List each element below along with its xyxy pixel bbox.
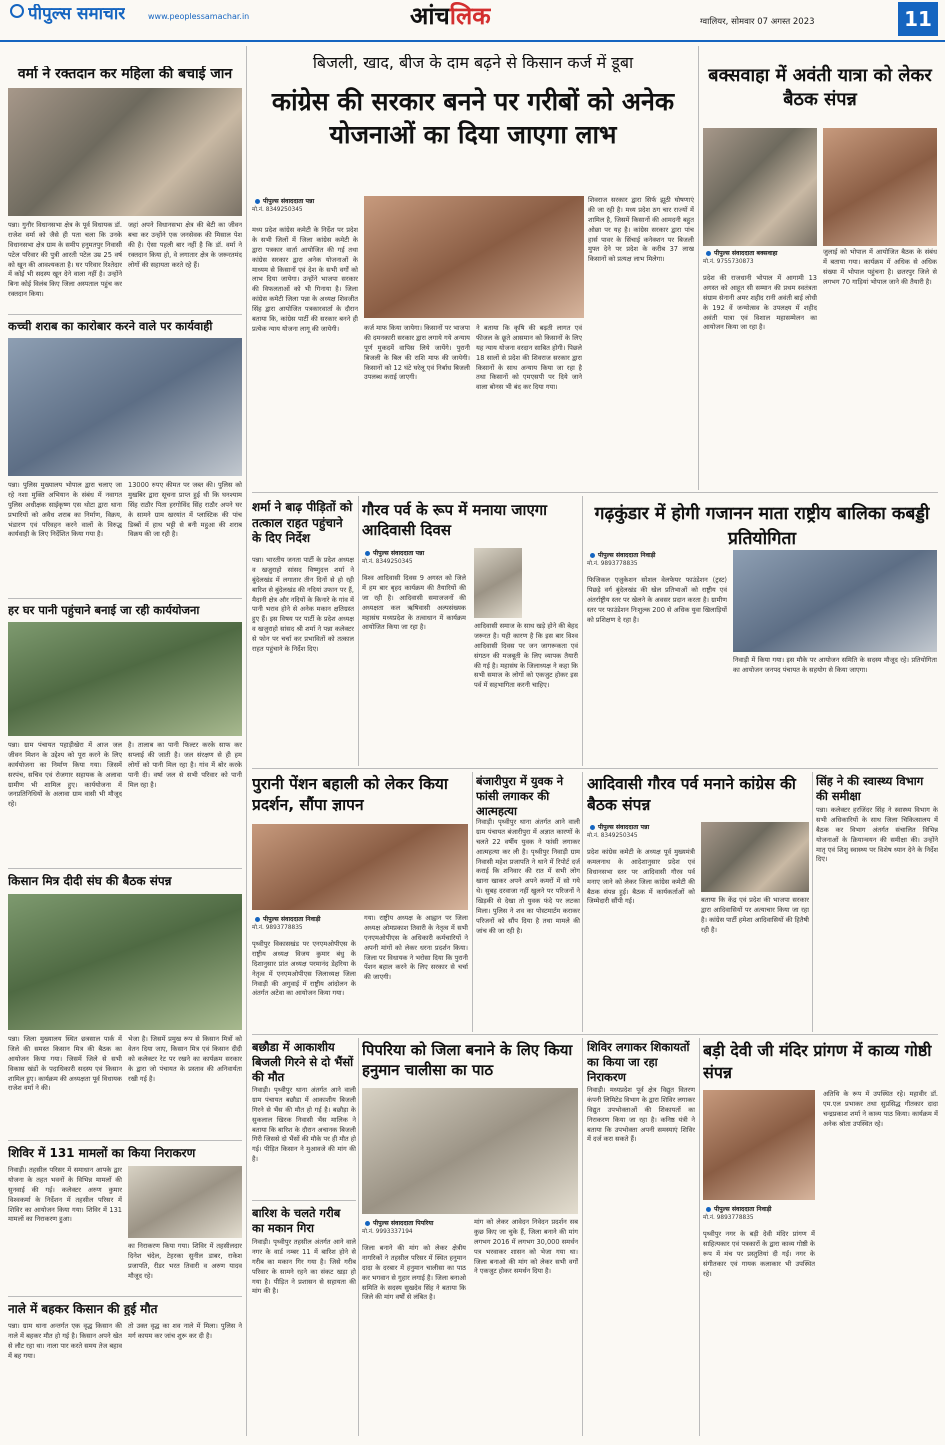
pension-byline-block	[252, 914, 358, 931]
adivasi-body-2: बताया कि केंद्र एवं प्रदेश की भाजपा सरकार द्वारा आदिवासियों पर अत्याचार किया जा रहा है। कांग्रेस पार्टी हमेशा आदिवासियों की हितैषी रही है।	[701, 896, 809, 934]
flood-headline: शर्मा ने बाढ़ पीड़ितों को तत्काल राहत पहुंचाने के दिए निर्देश	[252, 500, 353, 546]
baxwaha-headline: बक्सवाहा में अवंती यात्रा को लेकर बैठक संपन्न	[708, 65, 932, 111]
complaint-camp-body: निवाड़ी। मध्यप्रदेश पूर्व क्षेत्र विद्युत वितरण कंपनी लिमिटेड विभाग के द्वारा शिविर लगाकर विद्युत उपभोक्ताओं की शिकायतों का निराकरण किया जा रहा है। कनिष्ठ यंत्री ने बताया कि उपभोक्ता अपनी समस्याएं शिविर में दर्ज करा सकते हैं।	[587, 1086, 695, 1144]
dateline: ग्वालियर, सोमवार 07 अगस्त 2023	[700, 17, 815, 27]
pani-photo	[8, 622, 242, 736]
baxwaha-story	[703, 48, 937, 488]
piparia-mobile: मो.नं. 9993337194	[362, 1229, 413, 1235]
gaurav-byline-block	[362, 548, 466, 565]
pension-place: निवाड़ी	[305, 916, 321, 923]
kisan-headline: किसान मित्र दीदी संघ की बैठक संपन्न	[8, 874, 172, 888]
lead-byline: पीपुल्स संवाददाता	[263, 198, 304, 205]
piparia-col-1: जिला बनाने की मांग को लेकर क्षेत्रीय नागरिकों ने तहसील परिसर में स्थित हनुमान दादा के दरबार में हनुमान चालीसा का पाठ कर भगवान से गुहार लगाई है। जिला बनाओ समिति के सदस्य सुखदेव सिंह ने बताया कि जिले की मांग वर्षों से लंबित है।	[362, 1244, 466, 1302]
poetry-body: पृथ्वीपुर नगर के बड़ी देवी मंदिर प्रांगण में साहित्यकार एवं पत्रकारों के द्वारा काव्य गोष्ठी के रूप में मंच पर प्रस्तुतियां दी गईं। नगर के संगीतकार एवं गायक कलाकार भी उपस्थित रहे।	[703, 1230, 815, 1278]
gaurav-byline: पीपुल्स संवाददाता	[373, 550, 414, 557]
house-collapse-story	[252, 1204, 356, 1436]
lightning-body: निवाड़ी। पृथ्वीपुर थाना अंतर्गत आने वाली ग्राम पंचायत बछौडा में आकाशीय बिजली गिरने से भैंस की मौत हो गई है। बछौड़ा के सुकलाल खिरक निवासी भैंस मालिक ने बताया कि बारिश के दौरान अचानक बिजली गिरी जिससे दो भैंसों की मौके पर ही मौत हो गई। पीड़ित किसान ने मुआवजे की मांग की है।	[252, 1086, 356, 1164]
pani-body-2: है। तालाब का पानी फिल्टर करके साफ कर सप्लाई की जाती है। जल संरक्षण से ही हम लोगों को पानी मिल रहा है। गांव में बोर करके पानी दी। वर्षा जल से सभी परिवार को पानी मिल रहा है।	[128, 741, 242, 789]
adivasi-headline: आदिवासी गौरव पर्व मनाने कांग्रेस की बैठक संपन्न	[587, 775, 796, 814]
piparia-byline: पीपुल्स संवाददाता	[373, 1220, 414, 1227]
poetry-photo	[703, 1090, 815, 1200]
nala-headline: नाले में बहकर किसान की हुई मौत	[8, 1302, 158, 1316]
logo-icon	[10, 4, 24, 18]
baxwaha-body: प्रदेश की राजधानी भोपाल में आगामी 13 अगस्त को आहूत सी सम्मान की प्रथम स्वतंत्रता संग्राम सेनानी अमर शहीद रानी अवंती बाई लोधी के 192 वें जन्मोत्सव के उपलक्ष्य में शहीद अवंती यात्रा एवं विशाल महासम्मेलन का आयोजन किया जा रहा है।	[703, 274, 817, 332]
shivir-body-2: का निराकरण किया गया। शिविर में तहसीलदार दिनेश चंदेल, टेहरका सुनील डाबर, राकेश प्रजापति, रीडर भरत तिवारी व अरुण यादव मौजूद रहे।	[128, 1242, 242, 1280]
lead-story	[252, 46, 694, 490]
pension-byline: पीपुल्स संवाददाता	[263, 916, 304, 923]
kisan-photo	[8, 894, 242, 1030]
page-number: 11	[898, 2, 938, 36]
nala-body: पन्ना। ग्राम थाना अन्तर्गत एक वृद्ध किसान की नाले में बहकर मौत हो गई है। किसान अपने खेत से लौट रहा था। नाला पार करते समय तेज बहाव में बह गया।	[8, 1322, 122, 1360]
pension-col-2: गया। राष्ट्रीय अध्यक्ष के आह्वान पर जिला अध्यक्ष ओमप्रकाश तिवारी के नेतृत्व में सभी एनएमओपीएस के अधिकारी कर्मचारियों ने अपनी मांगों को लेकर धरना प्रदर्शन किया। जिला पर विधायक ने भरोसा दिया कि पुरानी पेंशन बहाल करने के लिए सरकार से चर्चा की जाएगी।	[364, 914, 468, 982]
lead-place: पन्ना	[305, 198, 315, 205]
lead-headline: कांग्रेस की सरकार बनने पर गरीबों को अनेक योजनाओं का दिया जाएगा लाभ	[271, 87, 675, 149]
lead-mobile: मो.नं. 8349250345	[252, 207, 303, 213]
adivasi-story	[587, 772, 809, 1032]
gaurav-story	[362, 496, 578, 766]
house-collapse-body: निवाड़ी। पृथ्वीपुर तहसील अंतर्गत आने वाले नगर के वार्ड नम्बर 11 में बारिश होने से गरीब का मकान गिर गया है। जिसे गरीब परिवार के सामने रहने का संकट खड़ा हो गया है। पीड़ित ने प्रशासन से सहायता की मांग की है।	[252, 1238, 356, 1296]
lead-col-4: शिवराज सरकार द्वारा सिर्फ झूठी घोषणाएं की जा रही है। मध्य प्रदेश ठग चार राज्यों में शामिल है, जिसमें किसानों की आमदनी बहुत ओछा पर यह है। कांग्रेस सरकार द्वारा पांच हार्स पावर के सिंचाई कनेक्शन पर बिजली मुफ्त देने पर प्रदेश के करीब 37 लाख किसानों को प्रत्यक्ष लाभ मिलेगा।	[588, 196, 694, 264]
blood-body: पन्ना। गुनौर विधानसभा क्षेत्र के पूर्व विधायक डॉ. राजेश वर्मा को जैसे ही पता चला कि उनके विधानसभा क्षेत्र ग्राम के समीप हनुमतपुर निवासी पटेल परिवार की पुत्री आरती पटेल उम्र 25 वर्ष को खून की आवश्यकता है। घर परिवार रिश्तेदार में कोई भी सदस्य खून देने वाला नहीं है। उन्होंने बिना कोई विलंब किए जिला अस्पताल पहुंच कर रक्तदान किया।	[8, 221, 122, 299]
shivir-photo	[128, 1166, 242, 1238]
poetry-body-2: अतिथि के रूप में उपस्थित रहे। महावीर डॉ. एम.एल प्रभाकर तथा सुप्रसिद्ध गीतकार दादा चन्द्रप्रकाश शर्मा ने काव्य पाठ किया। कार्यक्रम में अनेक श्रोता उपस्थित रहे।	[823, 1090, 938, 1128]
gaurav-portrait	[474, 548, 522, 618]
sharab-headline: कच्ची शराब का कारोबार करने वाले पर कार्यवाही	[8, 320, 213, 333]
bullet-icon	[706, 251, 711, 256]
sharab-photo	[8, 338, 242, 476]
baxwaha-byline: पीपुल्स संवाददाता	[714, 250, 755, 257]
website[interactable]: www.peoplessamachar.in	[148, 12, 250, 21]
lightning-headline: बछौडा में आकाशीय बिजली गिरने से दो भैंसों की मौत	[252, 1040, 354, 1084]
sharab-body: पन्ना। पुलिस मुख्यालय भोपाल द्वारा चलाए जा रहे नशा मुक्ति अभियान के संबंध में नवागत पुलिस अधीक्षक साईकृष्ण एस थोटा द्वारा थाना प्रभारियों को अवैध शराब का निर्माण, विक्रय, भंडारण एवं परिवहन करने वालों के विरुद्ध कार्यवाही के लिए निर्देशित किया गया है।	[8, 481, 122, 539]
blood-headline: वर्मा ने रक्तदान कर महिला की बचाई जान	[17, 66, 233, 82]
complaint-camp-headline: शिविर लगाकर शिकायतों का किया जा रहा निराकरण	[587, 1040, 690, 1084]
pension-headline: पुरानी पेंशन बहाली को लेकर किया प्रदर्शन, सौंपा ज्ञापन	[252, 775, 448, 814]
poetry-place: निवाड़ी	[756, 1206, 772, 1213]
kabaddi-byline-block	[587, 550, 727, 567]
shivir-body: निवाड़ी। तहसील परिसर में समाधान आपके द्वार योजना के तहत भवनों के विभिन्न मामलों की सुनवाई की गई। कलेक्टर अरुण कुमार विश्वकर्मा के निर्देशन में तहसील परिसर में शिविर का आयोजन किया गया। शिविर में 131 मामलों का निराकरण हुआ।	[8, 1166, 122, 1224]
health-story	[816, 772, 938, 1032]
nala-body-2: तो उक्त वृद्ध का शव नाले में मिला। पुलिस ने मर्ग कायम कर जांच शुरू कर दी है।	[128, 1322, 242, 1340]
lead-col-3: ने बताया कि कृषि की बढ़ती लागत एवं फीजल के छूते आसमान को किसानों के लिए यह न्याय योजना वरदान साबित होगी। पिछले 18 सालों से प्रदेश की शिवराज सरकार द्वारा किसानों के साथ अन्याय किया जा रहा है तथा किसानों को एमएसपी पर दिये जाने वाला बोनस भी बंद कर दिया गया।	[476, 324, 582, 392]
piparia-photo	[362, 1088, 578, 1214]
sharab-body-2: 13000 रुपए कीमत पर जब्त की। पुलिस को मुखबिर द्वारा सूचना प्राप्त हुई थी कि घनश्याम सिंह राठौर पिता हरगोविंद सिंह राठौर अपने घर के सामने ग्राम खरयांत में प्लास्टिक की पांच डिब्बों में हाथ भट्टी से बनी महुआ की शराब विक्रय की जा रही है।	[128, 481, 242, 539]
pension-story	[252, 772, 468, 1032]
pani-body: पन्ना। ग्राम पंचायत पहाड़ीखेरा में आज जल जीवन मिशन के उद्देश्य को पूरा करने के लिए कार्ययोजना का निर्माण किया गया। जिसमें सरपंच, सचिव एवं रोजगार सहायक के अलावा ग्रामीण भी शामिल हुए। कार्ययोजना में जनप्रतिनिधियों के अलावा ग्राम वासी भी मौजूद रहे।	[8, 741, 122, 809]
section-title	[410, 2, 491, 30]
left-column	[8, 44, 242, 1439]
poetry-byline-block	[703, 1204, 815, 1221]
bullet-icon	[255, 917, 260, 922]
adivasi-byline: पीपुल्स संवाददाता	[598, 824, 639, 831]
gaurav-headline: गौरव पर्व के रूप में मनाया जाएगा आदिवासी दिवस	[362, 501, 548, 540]
blood-body-2: जहां अपने विधानसभा क्षेत्र की बेटी का जीवन बचा कर उन्होंने एक जनसेवक की मिसाल पेश की है। ऐसा पहली बार नहीं है कि डॉ. वर्मा ने रक्तदान किया हो, वे लगातार क्षेत्र के जरूरतमंद लोगों की सहायता करते रहे हैं।	[128, 221, 242, 269]
pension-col-1: पृथ्वीपुर विकासखंड पर एनएमओपीएस के राष्ट्रीय अध्यक्ष विजय कुमार बंधु के दिशानुसार प्रांत अध्यक्ष परमानंद डेहरिया के नेतृत्व में एनएमओपीएस जिलाध्यक्ष जिला निवाड़ी की अगुवाई में राष्ट्रीय आंदोलन के अंतर्गत अटेवा का आयोजन किया गया।	[252, 940, 356, 998]
lead-col-2: कर्ज माफ किया जायेगा। किसानों पर भाजपा की दमनकारी सरकार द्वारा लगाये गये अन्याय पूर्ण मुकदमें वापिस लिये जायेंगे। पुरानी बिजली के बिल की राशि माफ की जायेगी। किसानों को 12 घंटे घरेलू एवं निर्बाध बिजली उपलब्ध कराई जाएगी।	[364, 324, 470, 382]
section-title-part-b: लिक	[449, 2, 491, 30]
bullet-icon	[706, 1207, 711, 1212]
banjari-story	[476, 772, 580, 1032]
complaint-camp-story	[587, 1038, 695, 1436]
health-body: पन्ना। कलेक्टर हरजिंदर सिंह ने स्वास्थ्य विभाग के सभी अधिकारियों के साथ जिला चिकित्सालय में बैठक कर विभाग अंतर्गत संचालित विभिन्न योजनाओं के क्रियान्वयन की समीक्षा की। उन्होंने मातृ एवं शिशु स्वास्थ्य पर विशेष ध्यान देने के निर्देश दिए।	[816, 806, 938, 864]
kabaddi-body: फिजिकल एजुकेशन सोशल वेलफेयर फाउंडेशन (ट्रस्ट) पिछड़े वर्ग बुंदेलखंड की खेल प्रतिभाओं को राष्ट्रीय एवं अंतर्राष्ट्रीय स्तर पर खेलने के अवसर प्रदान करता है। ग्रामीण स्तर पर फाउंडेशन निःशुल्क 200 से अधिक युवा खिलाड़ियों को प्रशिक्षण दे रहा है।	[587, 576, 727, 624]
shivir-headline: शिविर में 131 मामलों का किया निराकरण	[8, 1146, 196, 1160]
piparia-col-2: मांग को लेकर आवेदन निवेदन प्रदर्शन सब कुछ किए जा चुके हैं, जिला बनाने की मांग लगभग 2016 में लगभग 30,000 समर्थन पत्र भरवाकर शासन को भेजा गया था। जिला बनाओ की मांग को लेकर सभी वर्गों ने एकजुट होकर समर्थन दिया है।	[474, 1218, 578, 1276]
baxwaha-byline-block	[703, 248, 817, 265]
masthead	[0, 0, 945, 42]
adivasi-place: पन्ना	[640, 824, 650, 831]
kabaddi-place: निवाड़ी	[640, 552, 656, 559]
adivasi-photo	[701, 822, 809, 892]
poetry-story	[703, 1038, 938, 1436]
piparia-headline: पिपरिया को जिला बनाने के लिए किया हनुमान चालीसा का पाठ	[362, 1041, 573, 1080]
kabaddi-headline: गढ़कुंडार में होगी गजानन माता राष्ट्रीय बालिका कबड्डी प्रतियोगिता	[594, 504, 930, 549]
gaurav-col-2: आदिवासी समाज के साथ खड़े होने की बेहद जरूरत है। यही कारण है कि इस बार विश्व आदिवासी दिवस पर जन जागरूकता एवं संगठन की मजबूती के लिए व्यापक तैयारी की गई है। महासंघ के जिलाध्यक्ष ने कहा कि सभी समाज के लोगों को एकजुट होकर इस पर्व में सहभागिता करनी चाहिए।	[474, 622, 578, 690]
gaurav-col-1: विश्व आदिवासी दिवस 9 अगस्त को जिले में हम बार बृहद कार्यक्रम की तैयारियों की जा रही है। आदिवासी समाजजनों की अध्यक्षता कल ऋषिवासी अल्पसंख्यक महासंघ मध्यप्रदेश के तत्वाधान में कार्यक्रम आयोजित किया जा रहा है।	[362, 574, 466, 632]
health-headline: सिंह ने की स्वास्थ्य विभाग की समीक्षा	[816, 774, 924, 803]
adivasi-mobile: मो.नं. 8349250345	[587, 833, 638, 839]
kisan-body-2: भेजा है। जिसमें प्रमुख रूप से किसान मित्रों को वेतन दिया जाए, किसान मित्र एवं किसान दीदी को कलेक्टर रेट पर रखने का कार्यक्रम सरकार के द्वारा जो पंचायत के प्रस्ताव की अनिवार्यता रखी गई है।	[128, 1035, 242, 1083]
pani-headline: हर घर पानी पहुंचाने बनाई जा रही कार्ययोजना	[8, 604, 200, 617]
baxwaha-photo	[703, 128, 817, 246]
piparia-place: पिपरिया	[415, 1220, 434, 1227]
kabaddi-byline: पीपुल्स संवाददाता	[598, 552, 639, 559]
kabaddi-body-2: निवाड़ी में किया गया। इस मौके पर आयोजन समिति के सदस्य मौजूद रहे। प्रतियोगिता का आयोजन जनपद पंचायत के सहयोग से किया जाएगा।	[733, 656, 937, 674]
piparia-byline-block	[362, 1218, 468, 1235]
kabaddi-story	[587, 496, 937, 764]
kisan-body: पन्ना। जिला मुख्यालय स्थित छत्रसाल पार्क में जिले की समस्त किसान मित्र की बैठक का आयोजन किया गया। जिसमें जिले से सभी विकास खंडों के पदाधिकारी सदस्य एवं किसान शामिल हुए। कार्यक्रम की अध्यक्षता पूर्व विधायक राजेश वर्मा ने की।	[8, 1035, 122, 1093]
section-title-part-a: आंच	[410, 2, 450, 30]
kabaddi-photo	[733, 550, 937, 652]
flood-story	[252, 496, 354, 766]
banjari-body: निवाड़ी। पृथ्वीपुर थाना अंतर्गत आने वाली ग्राम पंचायत बंजारीपुरा में अज्ञात कारणों के चलते 22 वर्षीय युवक ने फांसी लगाकर आत्महत्या कर ली है। पृथ्वीपुर निवाड़ी ग्राम निवासी महेश प्रजापति ने थाने में रिपोर्ट दर्ज कराई कि शनिवार की रात में सभी लोग खाना खाकर अपने अपने कमरों में सो गये थे। सुबह दरवाजा नहीं खुलने पर परिजनों ने खिड़की से देखा तो युवक फंदे पर लटका मिला। पुलिस ने शव का पोस्टमार्टम कराकर परिजनों को सौंप दिया है तथा मामले की जांच की जा रही है।	[476, 818, 580, 935]
lead-photo	[364, 196, 584, 318]
banjari-headline: बंजारीपुरा में युवक ने फांसी लगाकर की आत्महत्या	[476, 774, 564, 818]
kabaddi-mobile: मो.नं. 9893778835	[587, 561, 638, 567]
paper-name: पीपुल्स समाचार	[28, 4, 126, 24]
baxwaha-photo-2	[823, 128, 937, 246]
pension-photo	[252, 824, 468, 910]
flood-body: पन्ना। भारतीय जनता पार्टी के प्रदेश अध्यक्ष व खजुराहो सांसद विष्णुदत्त शर्मा ने बुंदेलखंड में लगातार तीन दिनों से हो रही बारिश से बुंदेलखंड की नदियां उफान पर हैं, मैदानी क्षेत्र और नदियों के किनारे के गांव में पानी भराव होने से अनेक मकान क्षतिग्रस्त हुए हैं। इस विषय पर पार्टी के प्रदेश अध्यक्ष व खजुराहो सांसद श्री शर्मा ने पन्ना कलेक्टर से फोन पर चर्चा कर प्रभावितों को तत्काल राहत पहुंचाने के निर्देश दिए।	[252, 556, 354, 654]
piparia-story	[362, 1038, 578, 1436]
lead-byline-block	[252, 196, 362, 213]
bullet-icon	[255, 199, 260, 204]
bullet-icon	[590, 553, 595, 558]
bullet-icon	[365, 551, 370, 556]
poetry-headline: बड़ी देवी जी मंदिर प्रांगण में काव्य गोष्ठी संपन्न	[703, 1041, 932, 1083]
baxwaha-mobile: मो.नं. 9755730873	[703, 259, 754, 265]
bullet-icon	[365, 1221, 370, 1226]
adivasi-byline-block	[587, 822, 695, 839]
pension-mobile: मो.नं. 9893778835	[252, 925, 303, 931]
blood-photo	[8, 88, 242, 216]
house-collapse-headline: बारिश के चलते गरीब का मकान गिरा	[252, 1206, 341, 1235]
lead-col-1: मध्य प्रदेश कांग्रेस कमेटी के निर्देश पर प्रदेश के सभी जिलों में जिला कांग्रेस कमेटी के द्वारा पत्रकार वार्ता आयोजित की गई तथा कांग्रेस सरकार द्वारा अनेक योजनाओं के माध्यम से किसानों एवं देश के सभी वर्गों को लाभ दिया जायेगा। उन्होंने भाजपा सरकार की विफलताओं को भी गिनाया है। जिला कांग्रेस कमेटी जिला पन्ना के अध्यक्ष शिवजीत सिंह द्वारा आयोजित पत्रकारवार्ता के दौरान बताया कि, कांग्रेस पार्टी की सरकार बनने ही प्रत्येक न्याय योजना लागू की जायेगी।	[252, 226, 358, 333]
lead-kicker: बिजली, खाद, बीज के दाम बढ़ने से किसान कर्ज में डूबा	[312, 54, 634, 72]
poetry-byline: पीपुल्स संवाददाता	[714, 1206, 755, 1213]
poetry-mobile: मो.नं. 9893778835	[703, 1215, 754, 1221]
gaurav-mobile: मो.नं. 8349250345	[362, 559, 413, 565]
bullet-icon	[590, 825, 595, 830]
baxwaha-place: बक्सवाहा	[756, 250, 778, 257]
adivasi-body: प्रदेश कांग्रेस कमेटी के अध्यक्ष पूर्व मुख्यमंत्री कमलनाथ के आदेशानुसार प्रदेश एवं विधानसभा स्तर पर आदिवासी गौरव पर्व मनाए जाने को लेकर जिला कांग्रेस कमेटी की बैठक संपन्न हुई। बैठक में कार्यकर्ताओं को जिम्मेदारी सौंपी गई।	[587, 848, 695, 906]
lightning-story	[252, 1038, 356, 1198]
baxwaha-body-2: जुलाई को भोपाल में आयोजित बैठक के संबंध में बताया गया। कार्यक्रम में अधिक से अधिक संख्या में भोपाल पहुंचना है। छतरपुर जिले से लगभग 70 गाड़ियां भोपाल जाने की तैयारी है।	[823, 248, 937, 286]
gaurav-place: पन्ना	[415, 550, 425, 557]
